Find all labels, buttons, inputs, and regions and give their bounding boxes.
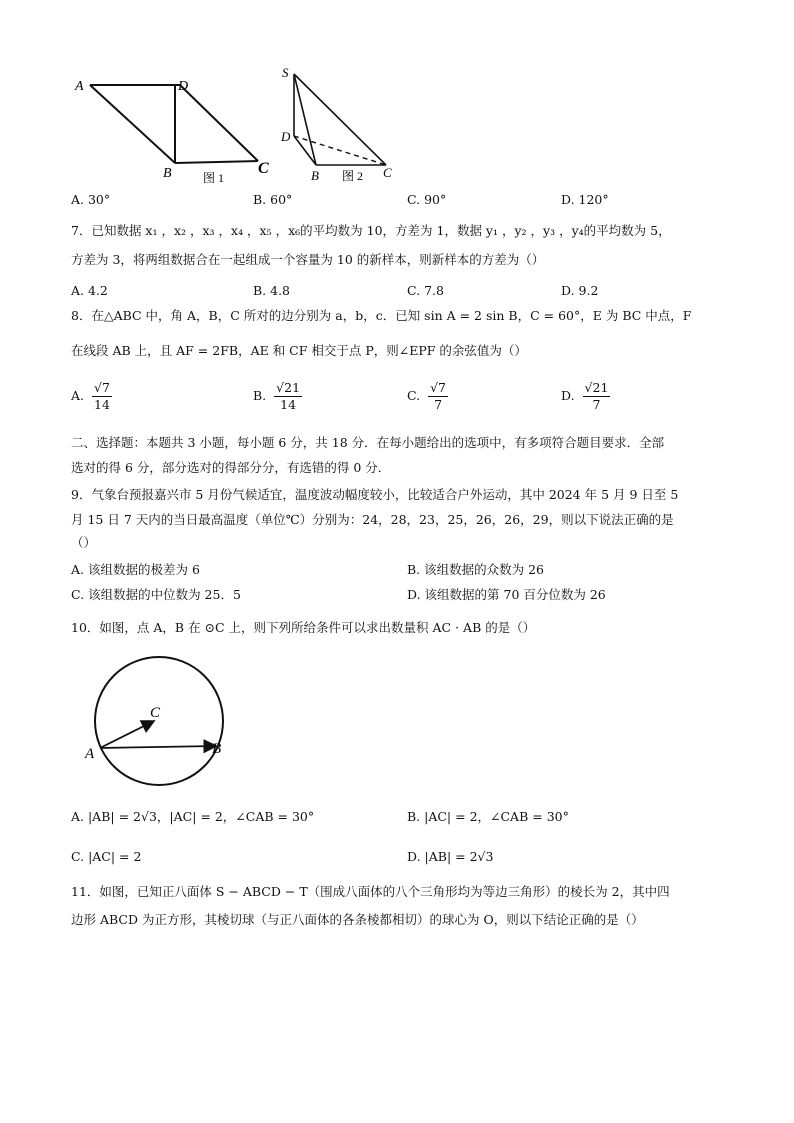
fig2-edge-sc bbox=[294, 74, 386, 165]
q9-option-b: B. 该组数据的众数为 26 bbox=[407, 562, 545, 577]
q11-line-1: 11．如图，已知正八面体 S − ABCD − T（围成八面体的八个三角形均为等边三角形）的棱长为 2，其中四 bbox=[71, 884, 670, 899]
q8-option-c-den: 7 bbox=[434, 397, 443, 412]
q10-circle-figure bbox=[80, 655, 240, 790]
q10-vector-ac bbox=[100, 721, 154, 748]
q7-option-a: A. 4.2 bbox=[71, 283, 108, 298]
fig1-caption: 图 1 bbox=[203, 171, 225, 185]
q8-line-1: 8．在△ABC 中，角 A，B，C 所对的边分别为 a，b，c．已知 sin A = 2 sin B，C = 60°，E 为 BC 中点，F bbox=[71, 308, 692, 323]
q7-option-c: C. 7.8 bbox=[407, 283, 444, 298]
q8-option-b bbox=[253, 380, 302, 413]
fig1-edge-ab bbox=[90, 85, 175, 163]
q8-option-b-num: √21 bbox=[276, 380, 301, 395]
section2-line-2: 选对的得 6 分，部分选对的得部分分，有选错的得 0 分． bbox=[71, 460, 391, 475]
q10-option-b: B. |AC| = 2，∠CAB = 30° bbox=[407, 809, 569, 824]
q9-option-c: C. 该组数据的中位数为 25．5 bbox=[71, 587, 241, 602]
fig1-label-b: B bbox=[163, 166, 172, 181]
q8-option-b-fraction bbox=[274, 380, 302, 413]
section2-line-1: 二、选择题：本题共 3 小题，每小题 6 分，共 18 分．在每小题给出的选项中，有多项符合题目要求．全部 bbox=[71, 435, 665, 450]
q8-option-d-fraction bbox=[583, 380, 611, 413]
fig1-label-d: D bbox=[178, 79, 189, 94]
q6-option-b: B. 60° bbox=[253, 192, 293, 207]
q8-option-a bbox=[71, 380, 112, 413]
fig1-label-c: C bbox=[258, 160, 269, 177]
q8-option-d-num: √21 bbox=[584, 380, 609, 395]
q9-line-3: （） bbox=[71, 535, 97, 550]
figure-1 bbox=[70, 65, 275, 190]
q8-option-a-den: 14 bbox=[94, 397, 110, 412]
q8-option-c-label: C. bbox=[407, 388, 421, 403]
q7-line-1: 7．已知数据 x₁ ，x₂ ，x₃ ，x₄ ，x₅ ，x₆的平均数为 10，方差为 1，数据 y₁ ，y₂ ，y₃ ，y₄的平均数为 5， bbox=[71, 223, 671, 238]
fig2-label-d: D bbox=[281, 129, 291, 144]
q11-line-2: 边形 ABCD 为正方形，其棱切球（与正八面体的各条棱都相切）的球心为 O，则以下结论正确的是（） bbox=[71, 912, 644, 927]
q7-option-d: D. 9.2 bbox=[561, 283, 599, 298]
q9-option-d: D. 该组数据的第 70 百分位数为 26 bbox=[407, 587, 606, 602]
q10-label-b: B bbox=[212, 741, 222, 757]
figure-2 bbox=[276, 62, 406, 187]
q6-option-a: A. 30° bbox=[71, 192, 111, 207]
q10-label-c: C bbox=[150, 705, 161, 721]
q6-option-d: D. 120° bbox=[561, 192, 609, 207]
q10-label-a: A bbox=[85, 746, 95, 762]
fig2-label-c: C bbox=[383, 165, 392, 180]
q8-option-c-fraction bbox=[428, 380, 448, 413]
fig1-edge-bc bbox=[175, 161, 258, 163]
q10-circle bbox=[95, 657, 223, 785]
q8-option-d-den: 7 bbox=[592, 397, 601, 412]
q10-line-1: 10．如图，点 A，B 在 ⊙C 上，则下列所给条件可以求出数量积 AC · AB 的是（） bbox=[71, 620, 536, 635]
q9-line-2: 月 15 日 7 天内的当日最高温度（单位℃）分别为：24，28，23，25，26，26，29，则以下说法正确的是 bbox=[71, 512, 674, 527]
q8-option-d-label: D. bbox=[561, 388, 575, 403]
q7-option-b: B. 4.8 bbox=[253, 283, 291, 298]
q8-option-b-den: 14 bbox=[280, 397, 297, 412]
q9-line-1: 9．气象台预报嘉兴市 5 月份气候适宜，温度波动幅度较小，比较适合户外运动，其中 2024 年 5 月 9 日至 5 bbox=[71, 487, 679, 502]
q10-option-d: D. |AB| = 2√3 bbox=[407, 849, 494, 864]
q8-option-c bbox=[407, 380, 448, 413]
q10-option-c: C. |AC| = 2 bbox=[71, 849, 142, 864]
q7-line-2: 方差为 3，将两组数据合在一起组成一个容量为 10 的新样本，则新样本的方差为（） bbox=[71, 252, 545, 267]
fig2-label-b: B bbox=[311, 168, 319, 183]
q8-option-d bbox=[561, 380, 610, 413]
fig2-label-s: S bbox=[282, 65, 289, 80]
q9-option-a: A. 该组数据的极差为 6 bbox=[71, 562, 200, 577]
q10-option-a: A. |AB| = 2√3，|AC| = 2，∠CAB = 30° bbox=[71, 809, 315, 824]
q10-vector-ab bbox=[100, 746, 216, 748]
q8-option-a-fraction bbox=[92, 380, 112, 413]
fig1-edge-dc bbox=[180, 85, 258, 161]
q6-option-c: C. 90° bbox=[407, 192, 447, 207]
q8-option-b-label: B. bbox=[253, 388, 267, 403]
q8-option-a-num: √7 bbox=[94, 380, 110, 395]
q8-option-a-label: A. bbox=[71, 388, 85, 403]
fig2-caption: 图 2 bbox=[342, 169, 364, 183]
fig1-label-a: A bbox=[75, 79, 84, 94]
q8-option-c-num: √7 bbox=[430, 380, 446, 395]
q8-line-2: 在线段 AB 上，且 AF = 2FB，AE 和 CF 相交于点 P，则∠EPF 的余弦值为（） bbox=[71, 343, 527, 358]
